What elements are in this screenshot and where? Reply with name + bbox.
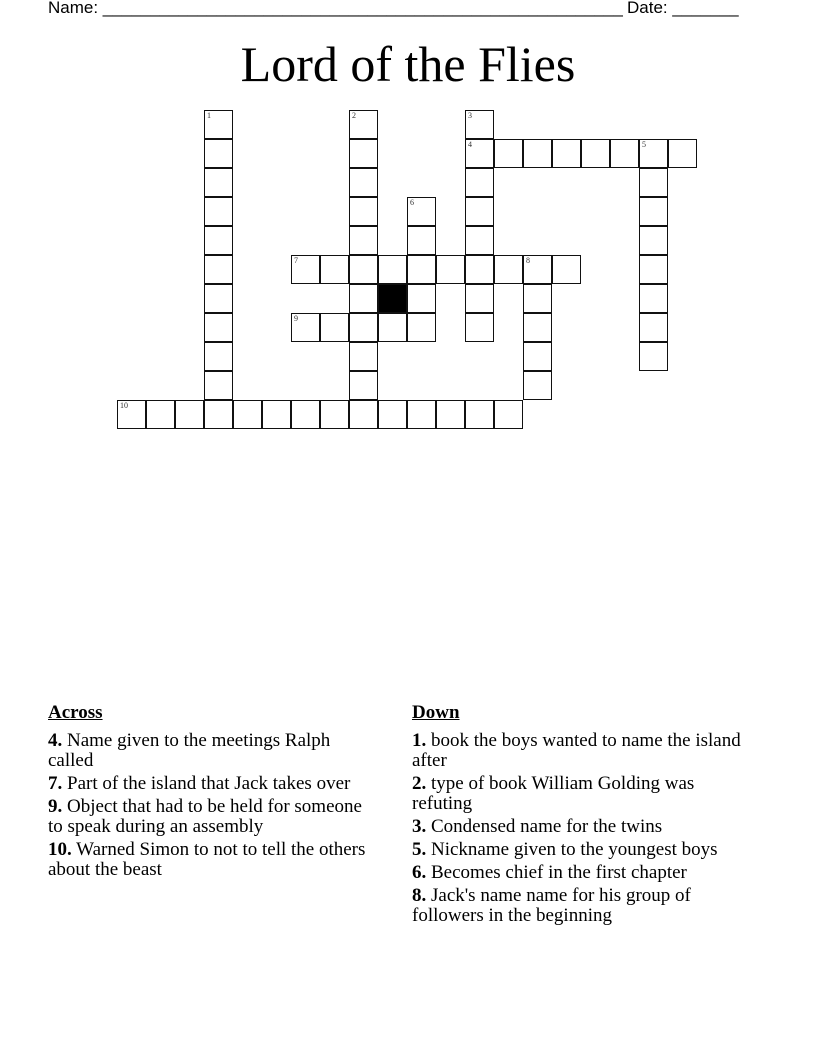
grid-cell[interactable] [465, 400, 494, 429]
grid-cell[interactable] [204, 371, 233, 400]
grid-cell[interactable] [639, 255, 668, 284]
clue-text: Nickname given to the youngest boys [431, 839, 718, 860]
grid-cell[interactable] [552, 255, 581, 284]
clue-num: 4. [48, 730, 63, 751]
clue-number: 6 [410, 198, 414, 207]
grid-cell[interactable] [349, 110, 378, 139]
grid-cell[interactable] [349, 197, 378, 226]
grid-cell[interactable] [204, 284, 233, 313]
grid-cell[interactable] [465, 110, 494, 139]
clue-num: 2. [412, 773, 427, 794]
grid-cell[interactable] [494, 400, 523, 429]
grid-cell[interactable] [668, 139, 697, 168]
grid-cell[interactable] [175, 400, 204, 429]
clue-num: 10. [48, 839, 72, 860]
grid-cell[interactable] [639, 226, 668, 255]
clue-num: 6. [412, 862, 427, 883]
down-clue [412, 886, 742, 926]
grid-cell[interactable] [349, 371, 378, 400]
grid-cell[interactable] [639, 197, 668, 226]
grid-cell[interactable] [639, 342, 668, 371]
across-clue [48, 840, 378, 880]
across-heading: Across [48, 702, 103, 723]
clue-number: 4 [468, 140, 472, 149]
header [48, 0, 748, 18]
clue-text: Jack's name name for his group of followers in the beginning [412, 885, 691, 926]
grid-cell[interactable] [639, 139, 668, 168]
grid-cell[interactable] [117, 400, 146, 429]
grid-cell[interactable] [349, 255, 378, 284]
grid-cell[interactable] [436, 255, 465, 284]
grid-cell[interactable] [407, 284, 436, 313]
across-clue [48, 774, 378, 794]
grid-cell[interactable] [204, 313, 233, 342]
grid-cell[interactable] [349, 342, 378, 371]
clue-number: 9 [294, 314, 298, 323]
grid-cell[interactable] [639, 168, 668, 197]
grid-cell[interactable] [233, 400, 262, 429]
down-clue [412, 840, 742, 860]
across-clue [48, 731, 378, 771]
clue-text: Part of the island that Jack takes over [67, 773, 351, 794]
grid-cell[interactable] [204, 226, 233, 255]
clue-text: Object that had to be held for someone to speak during an assembly [48, 796, 362, 837]
grid-cell[interactable] [465, 197, 494, 226]
grid-cell[interactable] [465, 284, 494, 313]
down-clues [412, 702, 742, 929]
grid-cell[interactable] [320, 255, 349, 284]
grid-cell[interactable] [204, 110, 233, 139]
clue-num: 8. [412, 885, 427, 906]
date-field[interactable]: Date: _______ [627, 0, 739, 17]
clue-number: 8 [526, 256, 530, 265]
grid-cell[interactable] [320, 400, 349, 429]
grid-cell[interactable] [465, 313, 494, 342]
across-clue [48, 797, 378, 837]
page-title: Lord of the Flies [240, 36, 576, 92]
grid-cell[interactable] [349, 313, 378, 342]
clue-num: 5. [412, 839, 427, 860]
clue-text: Name given to the meetings Ralph called [48, 730, 331, 771]
grid-cell[interactable] [407, 313, 436, 342]
grid-cell[interactable] [146, 400, 175, 429]
grid-cell[interactable] [523, 313, 552, 342]
down-clue [412, 817, 742, 837]
grid-cell[interactable] [349, 168, 378, 197]
grid-cell[interactable] [204, 168, 233, 197]
down-clue [412, 774, 742, 814]
clue-number: 3 [468, 111, 472, 120]
name-field[interactable]: Name: _______________________________________________________ [48, 0, 623, 17]
clue-text: Warned Simon to not to tell the others about the beast [48, 839, 366, 880]
grid-cell[interactable] [349, 284, 378, 313]
grid-cell[interactable] [523, 342, 552, 371]
clue-number: 5 [642, 140, 646, 149]
clue-num: 3. [412, 816, 427, 837]
grid-cell[interactable] [407, 255, 436, 284]
clue-text: Condensed name for the twins [431, 816, 663, 837]
grid-cell[interactable] [204, 342, 233, 371]
clue-num: 9. [48, 796, 63, 817]
grid-cell[interactable] [291, 313, 320, 342]
clue-number: 2 [352, 111, 356, 120]
clue-text: type of book William Golding was refuting [412, 773, 695, 814]
grid-cell[interactable] [349, 400, 378, 429]
grid-cell[interactable] [349, 226, 378, 255]
grid-cell[interactable] [610, 139, 639, 168]
grid-cell[interactable] [378, 255, 407, 284]
grid-cell[interactable] [349, 139, 378, 168]
down-clue [412, 731, 742, 771]
grid-cell[interactable] [204, 197, 233, 226]
grid-cell[interactable] [204, 400, 233, 429]
black-cell [378, 284, 407, 313]
crossword-grid [117, 110, 717, 440]
clue-text: Becomes chief in the first chapter [431, 862, 687, 883]
grid-cell[interactable] [581, 139, 610, 168]
clue-number: 7 [294, 256, 298, 265]
grid-cell[interactable] [291, 400, 320, 429]
grid-cell[interactable] [494, 139, 523, 168]
grid-cell[interactable] [523, 255, 552, 284]
clue-text: book the boys wanted to name the island after [412, 730, 741, 771]
grid-cell[interactable] [639, 284, 668, 313]
down-heading: Down [412, 702, 460, 723]
grid-cell[interactable] [407, 226, 436, 255]
grid-cell[interactable] [494, 255, 523, 284]
down-clue [412, 863, 742, 883]
grid-cell[interactable] [639, 313, 668, 342]
across-clues [48, 702, 378, 883]
grid-cell[interactable] [465, 255, 494, 284]
grid-cell[interactable] [523, 371, 552, 400]
grid-cell[interactable] [291, 255, 320, 284]
grid-cell[interactable] [378, 313, 407, 342]
grid-cell[interactable] [204, 139, 233, 168]
grid-cell[interactable] [465, 139, 494, 168]
clue-number: 1 [207, 111, 211, 120]
clue-number: 10 [120, 401, 128, 410]
clue-num: 7. [48, 773, 63, 794]
grid-cell[interactable] [523, 139, 552, 168]
clue-num: 1. [412, 730, 427, 751]
grid-cell[interactable] [407, 400, 436, 429]
grid-cell[interactable] [436, 400, 465, 429]
grid-cell[interactable] [465, 168, 494, 197]
grid-cell[interactable] [465, 226, 494, 255]
grid-cell[interactable] [320, 313, 349, 342]
grid-cell[interactable] [204, 255, 233, 284]
grid-cell[interactable] [262, 400, 291, 429]
grid-cell[interactable] [523, 284, 552, 313]
grid-cell[interactable] [407, 197, 436, 226]
grid-cell[interactable] [378, 400, 407, 429]
grid-cell[interactable] [552, 139, 581, 168]
